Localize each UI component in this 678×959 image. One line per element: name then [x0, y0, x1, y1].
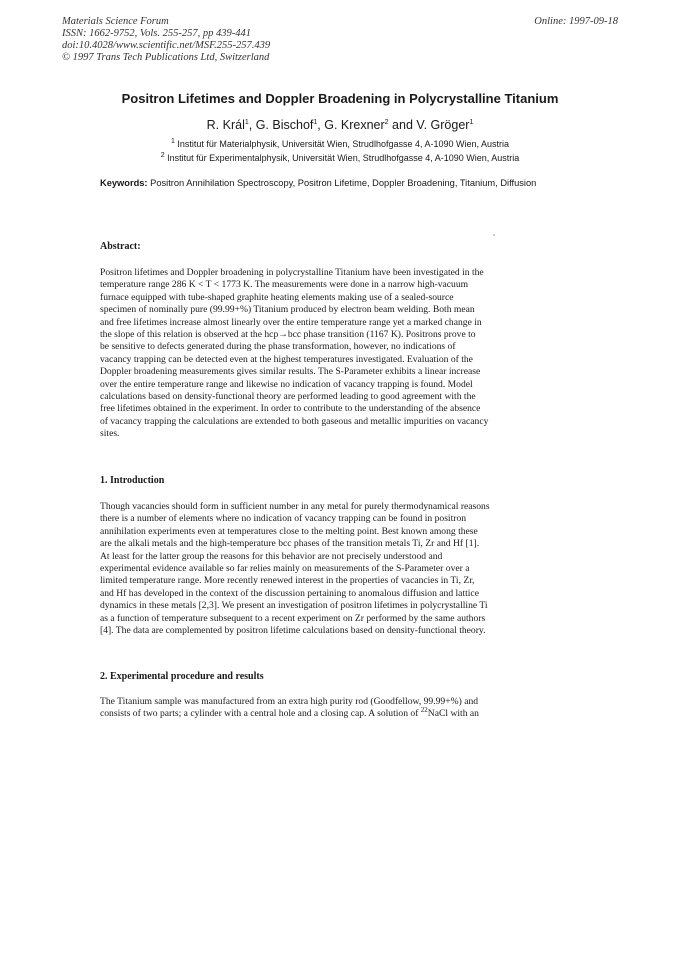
- experimental-heading: 2. Experimental procedure and results: [100, 671, 264, 682]
- text-line: annihilation experiments even at temperatures close to the melting point. Best known among these: [100, 525, 478, 537]
- copyright-line: © 1997 Trans Tech Publications Ltd, Switzerland: [62, 52, 270, 63]
- text-line: free lifetimes obtained in the experiment. In order to contribute to the understanding of the absence: [100, 403, 481, 415]
- text-line: and Hf has developed in the context of the discussion pertaining to anomalous diffusion and lattice: [100, 587, 479, 599]
- text-line: dynamics in these metals [2,3]. We present an investigation of positron lifetimes in polycrystalline Ti: [100, 600, 488, 612]
- experimental-body: [100, 696, 543, 721]
- text-line: limited temperature range. More recently renewed interest in the properties of vacancies in Ti, Zr,: [100, 575, 475, 587]
- author-affiliation-marker: 1: [469, 118, 474, 126]
- online-date: Online: 1997-09-18: [534, 16, 618, 27]
- introduction-heading: 1. Introduction: [100, 475, 165, 486]
- author-name: R. Král: [206, 118, 245, 132]
- text-line: The Titanium sample was manufactured from an extra high purity rod (Goodfellow, 99.99+%) and: [100, 696, 479, 707]
- author-affiliation-marker: 2: [384, 118, 389, 126]
- affiliation-2: [60, 152, 620, 164]
- abstract-heading: Abstract:: [100, 241, 141, 252]
- text-line: At least for the latter group the reasons for this behavior are not precisely understood and: [100, 550, 443, 562]
- text-line: sites.: [100, 428, 120, 440]
- text-line: the slope of this relation is observed at the hcp→bcc phase transition (1167 K). Positrons prove to: [100, 329, 476, 341]
- abstract-body: [100, 267, 543, 441]
- author-name: G. Krexner: [324, 118, 385, 132]
- doi-link[interactable]: doi:10.4028/www.scientific.net/MSF.255-257.439: [62, 40, 271, 51]
- text-line: calculations based on density-functional theory are performed leading to good agreement with the: [100, 391, 476, 403]
- text-line: vacancy trapping can be detected even at the highest temperatures investigated. Evaluation of the: [100, 353, 473, 365]
- text-line: specimen of nominally pure (99.99+%) Titanium produced by electron beam welding. Both mean: [100, 304, 475, 316]
- author-affiliation-marker: 1: [244, 118, 249, 126]
- issn-line: ISSN: 1662-9752, Vols. 255-257, pp 439-441: [62, 28, 251, 39]
- text-line: Positron lifetimes and Doppler broadening in polycrystalline Titanium have been investigated in the: [100, 267, 484, 278]
- journal-metadata: [62, 16, 270, 64]
- text-line: Though vacancies should form in sufficient number in any metal for purely thermodynamical reasons: [100, 501, 490, 512]
- journal-name: Materials Science Forum: [62, 16, 169, 27]
- paper-title: Positron Lifetimes and Doppler Broadening in Polycrystalline Titanium: [121, 91, 559, 106]
- affiliation-marker: 2: [160, 152, 165, 159]
- text-line: there is a number of elements where no indication of vacancy trapping can be found in positron: [100, 513, 467, 525]
- text-line: consists of two parts; a cylinder with a central hole and a closing cap. A solution of $^{22}$NaCl with an: [100, 706, 479, 720]
- keywords-text: Positron Annihilation Spectroscopy, Positron Lifetime, Doppler Broadening, Titanium, Diffusion: [147, 178, 537, 188]
- text-line: over the entire temperature range and likewise no indication of vacancy trapping is found. Model: [100, 378, 473, 390]
- text-line: temperature range 286 K < T < 1773 K. The measurements were done in a narrow high-vacuum: [100, 279, 469, 291]
- author-name: V. Gröger: [416, 118, 470, 132]
- author-affiliation-marker: 1: [313, 118, 318, 126]
- text-line: furnace equipped with tube-shaped graphite heating elements making use of a sealed-source: [100, 291, 454, 303]
- keywords-label: Keywords:: [100, 178, 148, 188]
- text-line: experimental evidence available so far relies mainly on measurements of the S-Parameter over a: [100, 563, 470, 575]
- text-line: [4]. The data are complemented by positron lifetime calculations based on density-functional theory.: [100, 625, 486, 637]
- scan-speck: [493, 234, 495, 236]
- text-line: be sensitive to defects generated during the phase transformation, however, no indications of: [100, 341, 456, 353]
- text-line: Doppler broadening measurements gives similar results. The S-Parameter exhibits a linear increase: [100, 366, 481, 378]
- introduction-body: [100, 501, 543, 637]
- text-line: are the alkali metals and the high-temperature bcc phases of the transition metals Ti, Zr and Hf [1].: [100, 538, 480, 550]
- text-line: as a function of temperature subsequent to a recent experiment on Zr performed by the same authors: [100, 612, 486, 624]
- affiliation-text: Institut für Materialphysik, Universität Wien, Strudlhofgasse 4, A-1090 Wien, Austria: [177, 139, 510, 149]
- keywords: [100, 178, 550, 189]
- text-line: and free lifetimes increase almost linearly over the entire temperature range yet a marked change in: [100, 316, 482, 328]
- affiliation-1: [60, 138, 620, 150]
- affiliation-marker: 1: [170, 138, 175, 145]
- affiliation-text: Institut für Experimentalphysik, Universität Wien, Strudlhofgasse 4, A-1090 Wien, Austria: [167, 153, 520, 163]
- author-list: R. Král$^1$, G. Bischof$^1$, G. Krexner$^2$ and V. Gröger$^1$: [206, 118, 474, 132]
- isotope-mass-number: 22: [420, 706, 428, 715]
- author-name: G. Bischof: [255, 118, 314, 132]
- text-line: of vacancy trapping the calculations are extended to both gaseous and metallic impurities on vacancy: [100, 415, 489, 427]
